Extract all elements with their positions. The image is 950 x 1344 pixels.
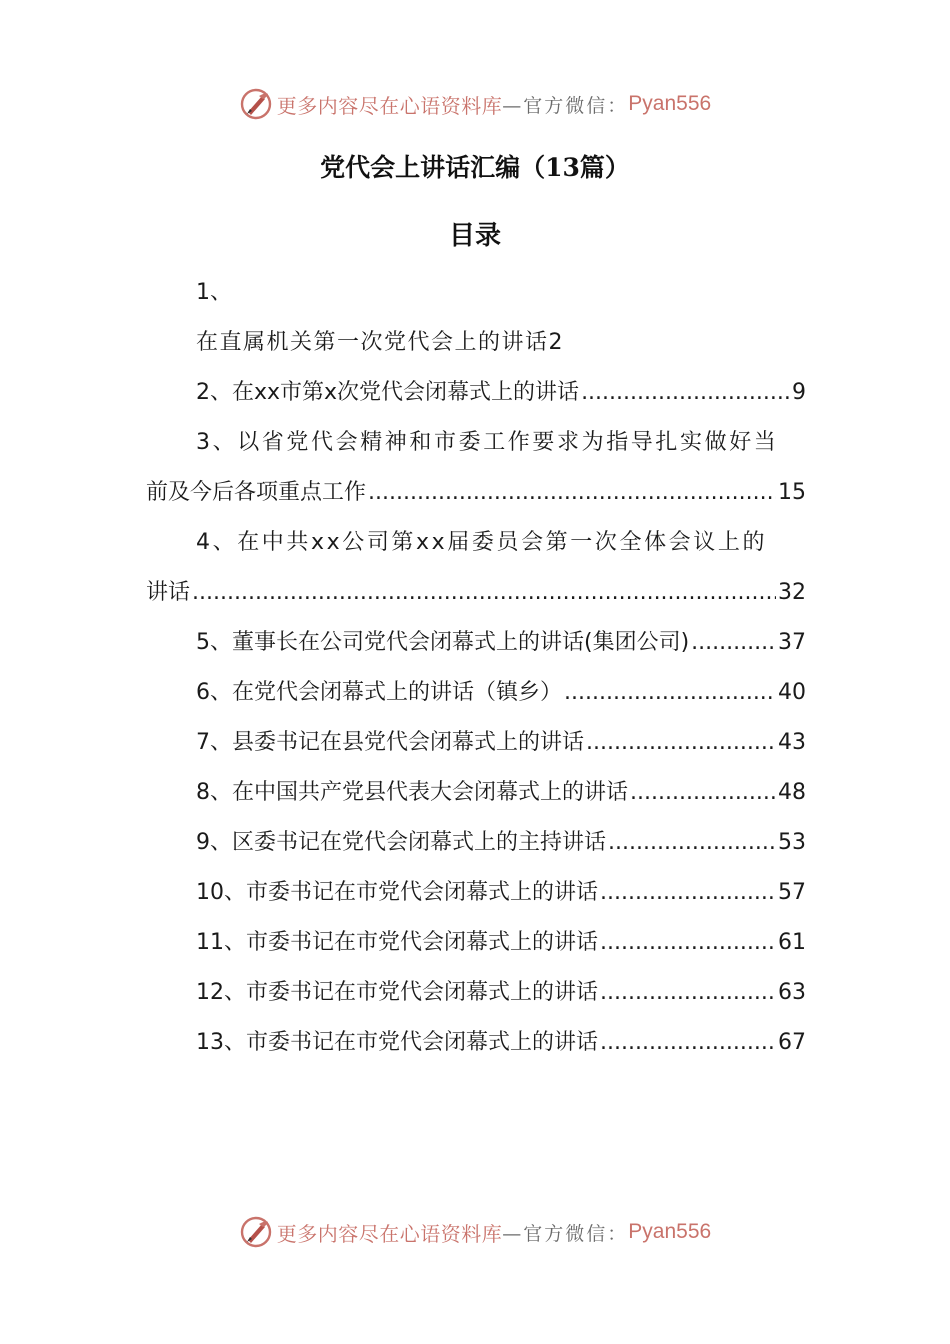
toc-page-number: 43 xyxy=(778,730,806,755)
toc-page-number: 53 xyxy=(778,830,806,855)
toc-entry-10[interactable] xyxy=(146,868,806,918)
toc-entry-text: 10、市委书记在市党代会闭幕式上的讲话 xyxy=(196,880,598,905)
toc-page-number: 37 xyxy=(778,630,806,655)
toc-entry-text: 6、在党代会闭幕式上的讲话（镇乡） xyxy=(196,680,562,705)
toc-dot-leader xyxy=(691,618,776,668)
toc-dot-leader xyxy=(368,468,776,518)
toc-entry-text: 9、区委书记在党代会闭幕式上的主持讲话 xyxy=(196,830,606,855)
toc-page-number: 15 xyxy=(778,480,806,505)
toc-entry-3[interactable] xyxy=(146,418,806,468)
toc-dot-leader xyxy=(564,668,776,718)
toc-entry-5[interactable] xyxy=(146,618,806,668)
toc-entry-text: 3、以省党代会精神和市委工作要求为指导扎实做好当 xyxy=(196,430,779,455)
toc-page-number: 40 xyxy=(778,680,806,705)
toc-page-number: 57 xyxy=(778,880,806,905)
toc-dot-leader xyxy=(600,1018,776,1068)
toc-entry-text: 在直属机关第一次党代会上的讲话2 xyxy=(196,330,564,355)
toc-entry-text: 11、市委书记在市党代会闭幕式上的讲话 xyxy=(196,930,598,955)
toc-entry-text: 2、在xx市第x次党代会闭幕式上的讲话 xyxy=(196,380,580,405)
toc-page-number: 61 xyxy=(778,930,806,955)
watermark-wechat-label: —官方微信： xyxy=(502,94,629,117)
toc-entry-7[interactable] xyxy=(146,718,806,768)
watermark-wechat-id: Pyan556 xyxy=(628,92,712,115)
toc-dot-leader xyxy=(581,368,790,418)
toc-page-number: 63 xyxy=(778,980,806,1005)
toc-entry-text: 8、在中国共产党县代表大会闭幕式上的讲话 xyxy=(196,780,628,805)
quill-pen-logo-icon xyxy=(239,87,273,121)
toc-entry-6[interactable] xyxy=(146,668,806,718)
toc-dot-leader xyxy=(608,818,776,868)
toc-page-number: 48 xyxy=(778,780,806,805)
watermark-wechat-label: —官方微信： xyxy=(502,1222,629,1245)
toc-entry-1-number[interactable] xyxy=(146,268,806,318)
toc-entry-9[interactable] xyxy=(146,818,806,868)
toc-dot-leader xyxy=(630,768,776,818)
toc-dot-leader xyxy=(600,868,776,918)
toc-entry-4[interactable] xyxy=(146,518,806,568)
header-watermark xyxy=(0,84,950,124)
toc-entry-text: 讲话 xyxy=(146,580,191,605)
toc-entry-text: 7、县委书记在县党代会闭幕式上的讲话 xyxy=(196,730,584,755)
toc-entry-11[interactable] xyxy=(146,918,806,968)
toc-entry-text: 12、市委书记在市党代会闭幕式上的讲话 xyxy=(196,980,598,1005)
toc-dot-leader xyxy=(600,968,776,1018)
toc-entry-1[interactable] xyxy=(146,318,806,368)
toc-entry-text: 5、董事长在公司党代会闭幕式上的讲话(集团公司) xyxy=(196,630,690,655)
document-title: 党代会上讲话汇编（13篇） xyxy=(320,153,630,182)
toc-entry-number: 1、 xyxy=(196,280,232,305)
table-of-contents xyxy=(146,268,806,1068)
toc-entry-text: 13、市委书记在市党代会闭幕式上的讲话 xyxy=(196,1030,598,1055)
toc-dot-leader xyxy=(192,568,776,618)
toc-entry-text: 前及今后各项重点工作 xyxy=(146,480,367,505)
watermark-wechat-id: Pyan556 xyxy=(628,1220,712,1243)
toc-dot-leader xyxy=(586,718,776,768)
footer-watermark xyxy=(0,1212,950,1252)
toc-entry-4-continued[interactable] xyxy=(146,568,806,618)
quill-pen-logo-icon xyxy=(239,1215,273,1249)
toc-entry-12[interactable] xyxy=(146,968,806,1018)
toc-page-number: 9 xyxy=(792,380,806,405)
toc-entry-8[interactable] xyxy=(146,768,806,818)
watermark-slogan: 更多内容尽在心语资料库 xyxy=(276,93,503,118)
watermark-slogan: 更多内容尽在心语资料库 xyxy=(276,1221,503,1246)
toc-entry-13[interactable] xyxy=(146,1018,806,1068)
toc-entry-2[interactable] xyxy=(146,368,806,418)
toc-entry-text: 4、在中共xx公司第xx届委员会第一次全体会议上的 xyxy=(196,530,768,555)
toc-page-number: 67 xyxy=(778,1030,806,1055)
toc-heading: 目录 xyxy=(448,221,501,251)
toc-entry-3-continued[interactable] xyxy=(146,468,806,518)
toc-page-number: 32 xyxy=(778,580,806,605)
toc-dot-leader xyxy=(600,918,776,968)
